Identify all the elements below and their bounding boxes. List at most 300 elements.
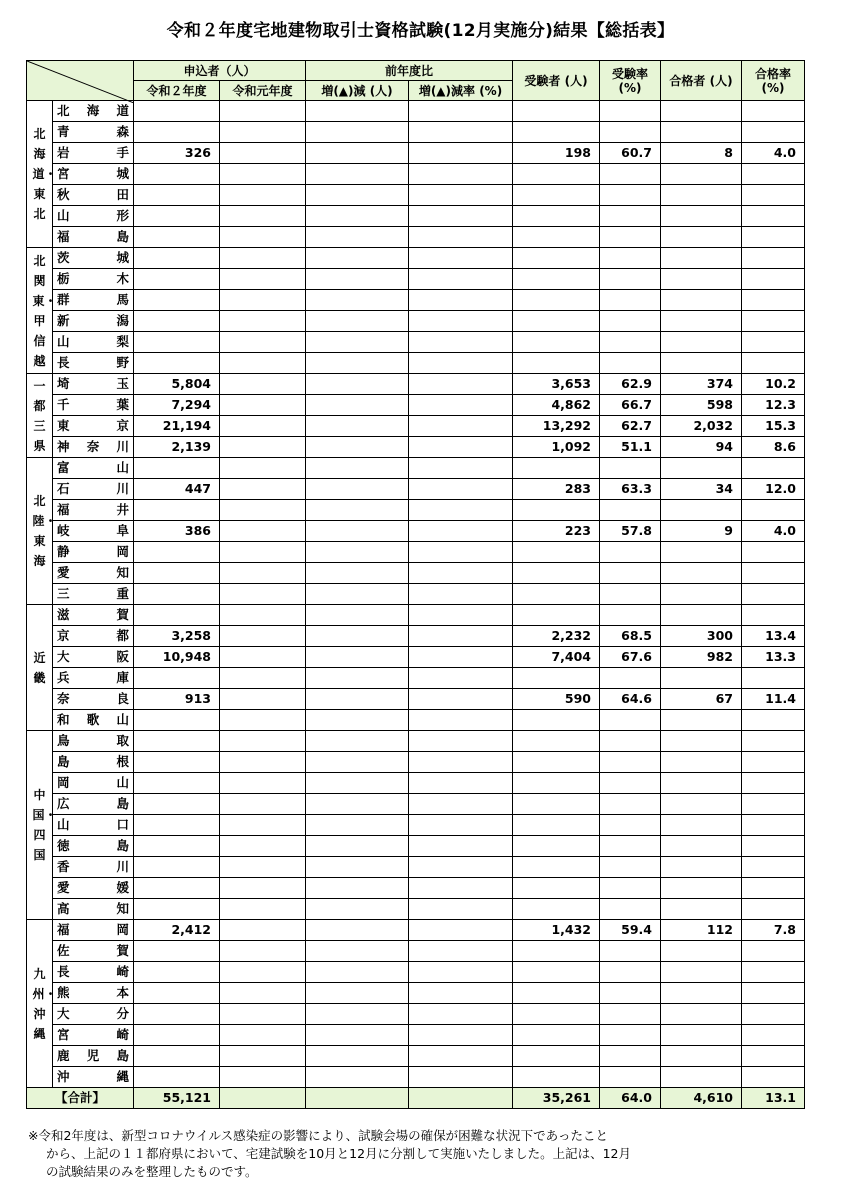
cell-passrate (742, 878, 805, 899)
prefecture-cell (53, 626, 134, 647)
cell-r2 (134, 500, 220, 521)
cell-examrate (600, 878, 661, 899)
prefecture-name: 宮 城 (57, 166, 129, 181)
cell-passrate (742, 563, 805, 584)
prefecture-cell (53, 332, 134, 353)
header-exam-rate: 受験率 (%) (600, 61, 661, 101)
cell-diff (306, 668, 409, 689)
cell-diff (306, 857, 409, 878)
cell-exam (513, 584, 600, 605)
cell-r1 (220, 794, 306, 815)
cell-r2 (134, 878, 220, 899)
cell-r1 (220, 374, 306, 395)
table-row (27, 899, 805, 920)
table-row (27, 437, 805, 458)
cell-diff (306, 647, 409, 668)
cell-r2: 2,412 (134, 920, 220, 941)
prefecture-cell (53, 248, 134, 269)
cell-diffrate (409, 773, 513, 794)
prefecture-name: 京 都 (57, 628, 129, 643)
cell-examrate (600, 164, 661, 185)
cell-pass (661, 878, 742, 899)
cell-exam (513, 206, 600, 227)
prefecture-cell (53, 164, 134, 185)
prefecture-cell (53, 227, 134, 248)
cell-pass (661, 773, 742, 794)
cell-r2: 326 (134, 143, 220, 164)
cell-r2 (134, 794, 220, 815)
cell-examrate (600, 1046, 661, 1067)
cell-passrate (742, 185, 805, 206)
cell-r1 (220, 878, 306, 899)
cell-r2 (134, 563, 220, 584)
cell-diff (306, 626, 409, 647)
cell-diffrate (409, 122, 513, 143)
cell-diffrate (409, 227, 513, 248)
prefecture-name: 福 井 (57, 502, 129, 517)
footnote-line-2: から、上記の１１都府県において、宅建試験を10月と12月に分割して実施いたしました。上記は、12月 (46, 1146, 631, 1161)
cell-diff (306, 983, 409, 1004)
cell-exam (513, 983, 600, 1004)
table-row (27, 857, 805, 878)
cell-examrate: 57.8 (600, 521, 661, 542)
cell-diffrate (409, 710, 513, 731)
cell-passrate: 13.4 (742, 626, 805, 647)
region-label (27, 248, 57, 374)
cell-pass (661, 1004, 742, 1025)
cell-pass (661, 899, 742, 920)
cell-pass: 34 (661, 479, 742, 500)
table-row (27, 206, 805, 227)
cell-examrate (600, 794, 661, 815)
cell-passrate (742, 206, 805, 227)
prefecture-name: 静 岡 (57, 544, 129, 559)
table-row (27, 458, 805, 479)
cell-exam: 198 (513, 143, 600, 164)
cell-diffrate (409, 290, 513, 311)
cell-r1 (220, 1067, 306, 1088)
table-row (27, 269, 805, 290)
cell-r1 (220, 542, 306, 563)
table-row (27, 668, 805, 689)
cell-r2 (134, 227, 220, 248)
cell-examrate (600, 269, 661, 290)
cell-passrate (742, 542, 805, 563)
cell-pass (661, 1046, 742, 1067)
prefecture-name: 千 葉 (57, 397, 129, 412)
cell-diffrate (409, 815, 513, 836)
cell-diff (306, 710, 409, 731)
prefecture-cell (53, 374, 134, 395)
cell-exam: 1,432 (513, 920, 600, 941)
prefecture-cell (53, 1046, 134, 1067)
cell-diffrate (409, 1025, 513, 1046)
cell-r1 (220, 101, 306, 122)
cell-examrate: 64.6 (600, 689, 661, 710)
cell-pass (661, 542, 742, 563)
cell-examrate (600, 584, 661, 605)
total-pass: 4,610 (661, 1088, 742, 1109)
cell-exam (513, 815, 600, 836)
cell-exam (513, 794, 600, 815)
cell-diffrate (409, 416, 513, 437)
cell-passrate (742, 857, 805, 878)
cell-r2 (134, 1046, 220, 1067)
cell-passrate: 12.3 (742, 395, 805, 416)
prefecture-name: 茨 城 (57, 250, 129, 265)
prefecture-name: 群 馬 (57, 292, 129, 307)
cell-diffrate (409, 101, 513, 122)
cell-r2 (134, 185, 220, 206)
cell-diff (306, 836, 409, 857)
cell-diffrate (409, 500, 513, 521)
prefecture-cell (53, 1004, 134, 1025)
table-row (27, 122, 805, 143)
header-applicants-r2: 令和２年度 (134, 81, 220, 101)
total-diffrate (409, 1088, 513, 1109)
cell-diffrate (409, 983, 513, 1004)
cell-diffrate (409, 584, 513, 605)
cell-pass (661, 332, 742, 353)
cell-passrate (742, 941, 805, 962)
cell-exam (513, 164, 600, 185)
cell-examrate (600, 1067, 661, 1088)
cell-diff (306, 437, 409, 458)
prefecture-name: 富 山 (57, 460, 129, 475)
cell-r2 (134, 248, 220, 269)
cell-exam (513, 185, 600, 206)
cell-examrate: 62.7 (600, 416, 661, 437)
cell-diff (306, 101, 409, 122)
cell-pass: 67 (661, 689, 742, 710)
cell-r2 (134, 605, 220, 626)
cell-exam (513, 353, 600, 374)
cell-diffrate (409, 437, 513, 458)
cell-pass (661, 563, 742, 584)
cell-r1 (220, 311, 306, 332)
cell-passrate (742, 1046, 805, 1067)
prefecture-cell (53, 500, 134, 521)
cell-diffrate (409, 1004, 513, 1025)
cell-pass (661, 101, 742, 122)
header-applicants: 申込者（人） (134, 61, 306, 81)
cell-diffrate (409, 647, 513, 668)
cell-diff (306, 1046, 409, 1067)
cell-diffrate (409, 563, 513, 584)
table-row (27, 1046, 805, 1067)
table-row (27, 584, 805, 605)
cell-exam (513, 311, 600, 332)
prefecture-name: 岡 山 (57, 775, 129, 790)
cell-pass (661, 206, 742, 227)
cell-r2: 3,258 (134, 626, 220, 647)
cell-r1 (220, 605, 306, 626)
region-label (27, 731, 57, 920)
cell-exam: 7,404 (513, 647, 600, 668)
cell-exam (513, 269, 600, 290)
cell-r2: 913 (134, 689, 220, 710)
prefecture-name: 滋 賀 (57, 607, 129, 622)
table-row (27, 248, 805, 269)
total-passrate: 13.1 (742, 1088, 805, 1109)
prefecture-name: 広 島 (57, 796, 129, 811)
prefecture-cell (53, 836, 134, 857)
table-row (27, 878, 805, 899)
cell-diff (306, 290, 409, 311)
cell-pass (661, 794, 742, 815)
cell-diffrate (409, 626, 513, 647)
cell-r2 (134, 731, 220, 752)
prefecture-name: 大 阪 (57, 649, 129, 664)
cell-r1 (220, 857, 306, 878)
cell-examrate (600, 311, 661, 332)
cell-exam: 3,653 (513, 374, 600, 395)
cell-pass: 300 (661, 626, 742, 647)
prefecture-cell (53, 563, 134, 584)
prefecture-cell (53, 815, 134, 836)
cell-examrate: 62.9 (600, 374, 661, 395)
cell-examrate (600, 668, 661, 689)
region-name: 北関東・甲信越 (32, 253, 57, 368)
total-exam: 35,261 (513, 1088, 600, 1109)
table-row (27, 731, 805, 752)
cell-examrate (600, 101, 661, 122)
cell-r1 (220, 710, 306, 731)
cell-exam: 4,862 (513, 395, 600, 416)
cell-pass (661, 731, 742, 752)
prefecture-name: 埼 玉 (57, 376, 129, 391)
cell-examrate (600, 731, 661, 752)
prefecture-cell (53, 731, 134, 752)
cell-passrate (742, 332, 805, 353)
cell-r1 (220, 143, 306, 164)
cell-r1 (220, 332, 306, 353)
cell-exam (513, 857, 600, 878)
prefecture-cell (53, 1025, 134, 1046)
cell-passrate: 4.0 (742, 521, 805, 542)
cell-exam (513, 836, 600, 857)
cell-r1 (220, 164, 306, 185)
cell-r1 (220, 479, 306, 500)
cell-r1 (220, 626, 306, 647)
prefecture-name: 福 島 (57, 229, 129, 244)
prefecture-cell (53, 479, 134, 500)
cell-r1 (220, 353, 306, 374)
cell-diff (306, 920, 409, 941)
prefecture-cell (53, 269, 134, 290)
table-row (27, 542, 805, 563)
cell-r1 (220, 521, 306, 542)
cell-diffrate (409, 542, 513, 563)
cell-exam (513, 1046, 600, 1067)
cell-exam: 283 (513, 479, 600, 500)
table-row (27, 920, 805, 941)
cell-r2 (134, 668, 220, 689)
cell-r1 (220, 815, 306, 836)
cell-diffrate (409, 962, 513, 983)
cell-exam (513, 1004, 600, 1025)
cell-examrate (600, 563, 661, 584)
cell-diffrate (409, 752, 513, 773)
prefecture-cell (53, 899, 134, 920)
cell-r1 (220, 584, 306, 605)
cell-passrate (742, 668, 805, 689)
cell-passrate: 13.3 (742, 647, 805, 668)
cell-diffrate (409, 164, 513, 185)
cell-r1 (220, 899, 306, 920)
prefecture-name: 徳 島 (57, 838, 129, 853)
cell-passrate: 12.0 (742, 479, 805, 500)
cell-passrate: 4.0 (742, 143, 805, 164)
cell-diffrate (409, 1046, 513, 1067)
cell-r2 (134, 1067, 220, 1088)
prefecture-cell (53, 857, 134, 878)
cell-diff (306, 395, 409, 416)
cell-passrate (742, 1067, 805, 1088)
cell-pass: 598 (661, 395, 742, 416)
cell-r2 (134, 1004, 220, 1025)
cell-examrate (600, 353, 661, 374)
prefecture-cell (53, 542, 134, 563)
region-name: 一都三県 (33, 378, 46, 453)
cell-diffrate (409, 878, 513, 899)
cell-diffrate (409, 668, 513, 689)
prefecture-cell (53, 395, 134, 416)
table-row (27, 353, 805, 374)
cell-exam (513, 668, 600, 689)
cell-r1 (220, 269, 306, 290)
cell-examrate (600, 605, 661, 626)
prefecture-name: 兵 庫 (57, 670, 129, 685)
cell-r2 (134, 773, 220, 794)
header-prev-ratio: 前年度比 (306, 61, 513, 81)
cell-passrate (742, 962, 805, 983)
cell-r2 (134, 542, 220, 563)
prefecture-name: 奈 良 (57, 691, 129, 706)
table-row (27, 815, 805, 836)
cell-r1 (220, 920, 306, 941)
cell-pass (661, 668, 742, 689)
cell-r2 (134, 269, 220, 290)
prefecture-name: 秋 田 (57, 187, 129, 202)
cell-diff (306, 479, 409, 500)
cell-diff (306, 122, 409, 143)
cell-diffrate (409, 920, 513, 941)
cell-r1 (220, 647, 306, 668)
prefecture-cell (53, 689, 134, 710)
cell-pass (661, 458, 742, 479)
prefecture-cell (53, 710, 134, 731)
table-row (27, 227, 805, 248)
cell-passrate (742, 311, 805, 332)
cell-examrate (600, 710, 661, 731)
cell-diffrate (409, 941, 513, 962)
prefecture-cell (53, 941, 134, 962)
page-title: 令和２年度宅地建物取引士資格試験(12月実施分)結果【総括表】 (166, 21, 675, 41)
cell-examrate (600, 962, 661, 983)
table-row (27, 1067, 805, 1088)
region-label (27, 101, 57, 248)
region-name: 近畿 (33, 650, 46, 685)
cell-diffrate (409, 143, 513, 164)
cell-passrate (742, 353, 805, 374)
cell-passrate (742, 983, 805, 1004)
cell-passrate (742, 290, 805, 311)
cell-diffrate (409, 857, 513, 878)
cell-r2 (134, 290, 220, 311)
cell-pass: 8 (661, 143, 742, 164)
cell-passrate (742, 101, 805, 122)
header-passers: 合格者 (人) (661, 61, 742, 101)
cell-examrate (600, 227, 661, 248)
cell-diff (306, 941, 409, 962)
cell-r2 (134, 332, 220, 353)
footnote-line-1: ※令和2年度は、新型コロナウイルス感染症の影響により、試験会場の確保が困難な状況下であったこと (28, 1128, 609, 1143)
cell-pass: 982 (661, 647, 742, 668)
cell-passrate (742, 899, 805, 920)
prefecture-name: 福 岡 (57, 922, 129, 937)
cell-diff (306, 689, 409, 710)
total-r2: 55,121 (134, 1088, 220, 1109)
prefecture-name: 山 形 (57, 208, 129, 223)
cell-passrate (742, 458, 805, 479)
prefecture-name: 長 崎 (57, 964, 129, 979)
cell-exam (513, 710, 600, 731)
cell-diff (306, 794, 409, 815)
cell-r1 (220, 290, 306, 311)
table-row (27, 101, 805, 122)
cell-exam (513, 899, 600, 920)
cell-diff (306, 521, 409, 542)
cell-r1 (220, 437, 306, 458)
prefecture-name: 島 根 (57, 754, 129, 769)
cell-diff (306, 227, 409, 248)
table-row (27, 395, 805, 416)
prefecture-cell (53, 920, 134, 941)
cell-examrate (600, 1025, 661, 1046)
prefecture-cell (53, 458, 134, 479)
cell-r2 (134, 752, 220, 773)
cell-pass: 2,032 (661, 416, 742, 437)
table-row (27, 143, 805, 164)
cell-exam (513, 227, 600, 248)
cell-examrate (600, 122, 661, 143)
prefecture-cell (53, 647, 134, 668)
cell-diffrate (409, 836, 513, 857)
cell-diffrate (409, 269, 513, 290)
prefecture-cell (53, 521, 134, 542)
cell-exam: 1,092 (513, 437, 600, 458)
table-row (27, 185, 805, 206)
prefecture-name: 和 歌 山 (57, 712, 129, 727)
table-row (27, 500, 805, 521)
region-label (27, 605, 53, 731)
table-row (27, 416, 805, 437)
cell-diff (306, 269, 409, 290)
prefecture-name: 石 川 (57, 481, 129, 496)
cell-examrate (600, 332, 661, 353)
cell-exam (513, 290, 600, 311)
cell-r2: 2,139 (134, 437, 220, 458)
cell-passrate (742, 773, 805, 794)
cell-pass (661, 983, 742, 1004)
prefecture-name: 高 知 (57, 901, 129, 916)
table-row (27, 836, 805, 857)
region-name: 北海道・東北 (32, 127, 57, 221)
cell-passrate (742, 500, 805, 521)
cell-exam (513, 605, 600, 626)
total-label: 【合計】 (27, 1088, 134, 1109)
